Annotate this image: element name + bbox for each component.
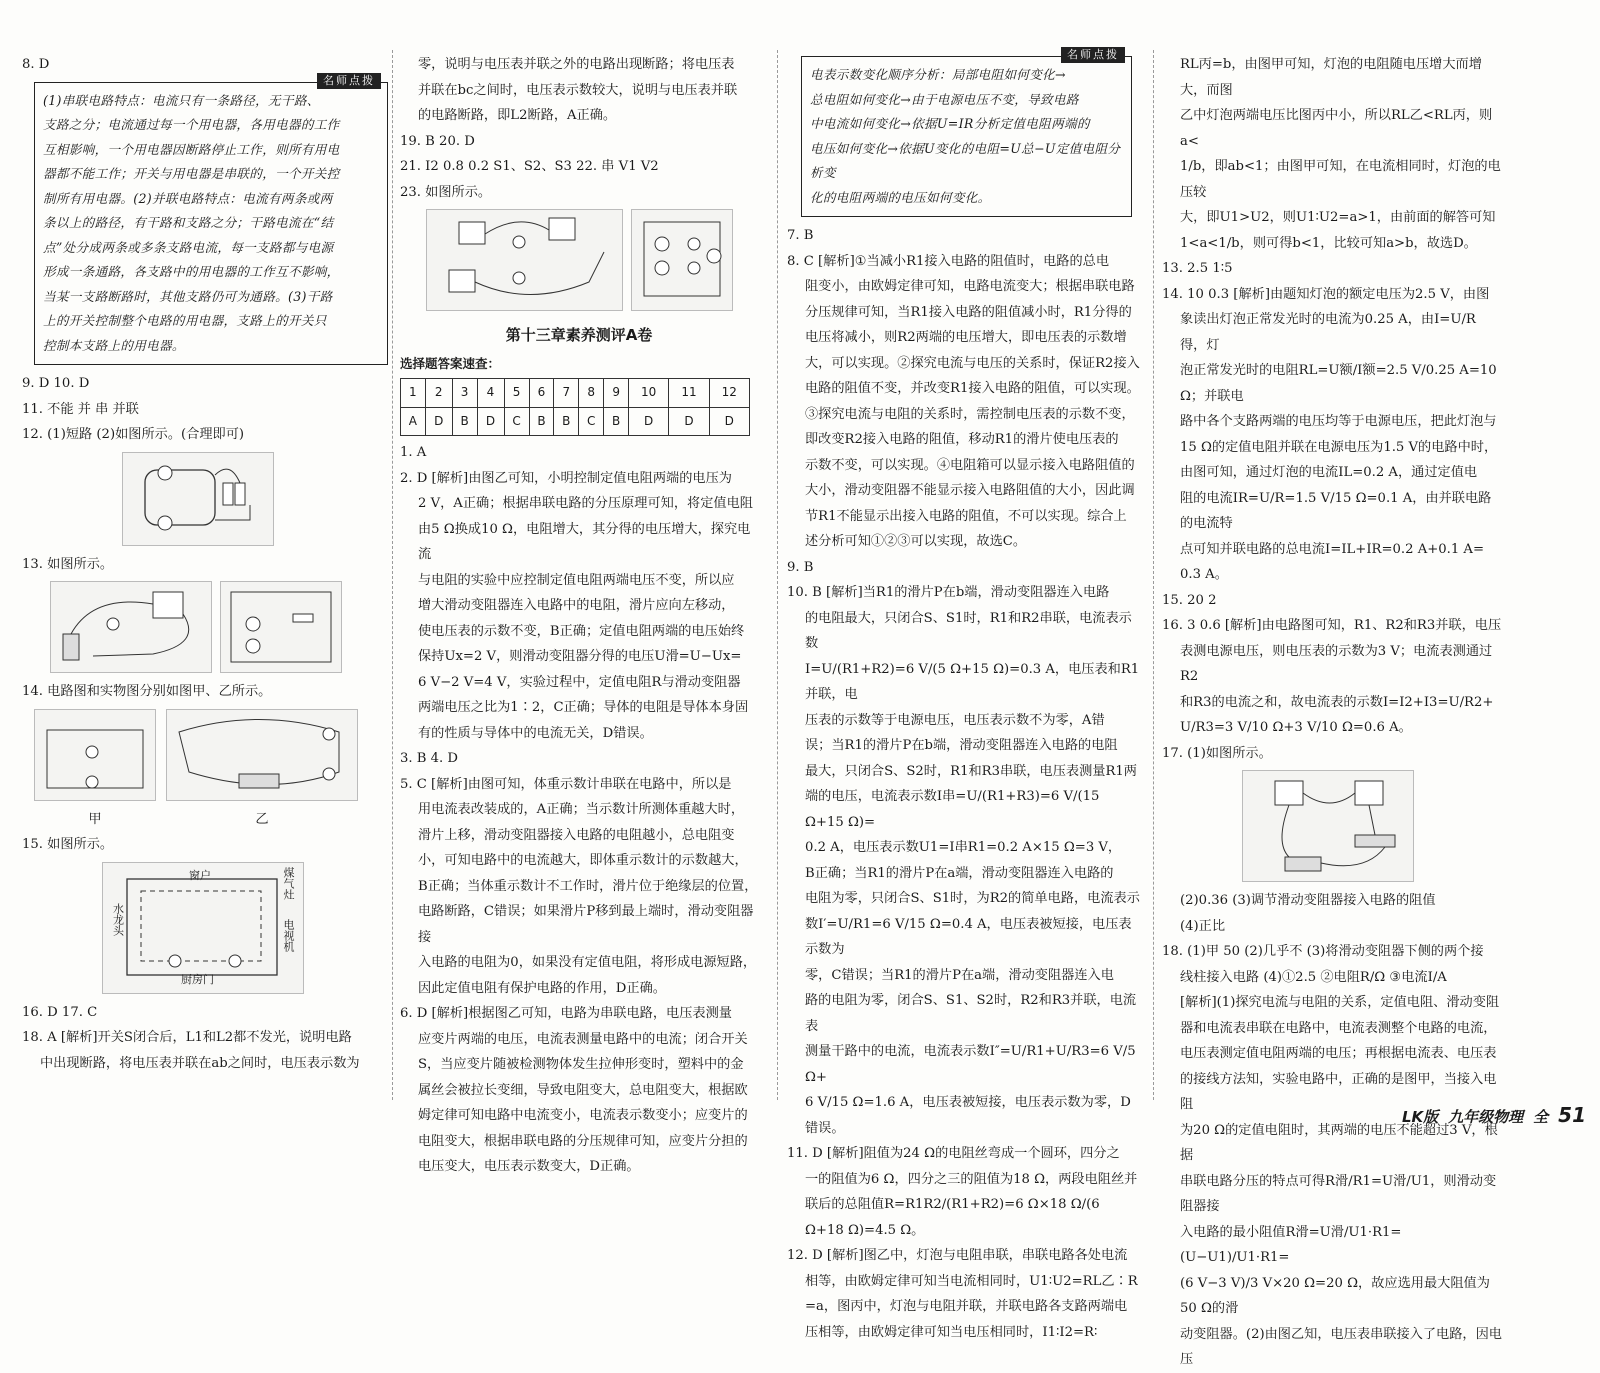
text-line: 条以上的路径，有干路和支路之分；干路电流在“结 (43, 215, 334, 230)
answer-7: 7. B (787, 228, 814, 243)
page-number: 51 (1558, 1103, 1586, 1127)
text-line: 互相影响，一个用电器因断路停止工作，则所有用电 (43, 141, 340, 157)
label-kitchen-door: 厨房门 (181, 973, 214, 986)
column-4 (1162, 52, 1502, 1373)
text-line: 器和电流表串联在电路中，电流表测整个电路的电流， (1180, 1020, 1497, 1036)
text-line: 入电路的电阻为0，如果没有定值电阻，将形成电源短路， (418, 955, 757, 970)
text-line: ③探究电流与电阻的关系时，需控制电压表的示数不变， (805, 406, 1135, 422)
text-line: 电阻为零，只闭合S、S1时，为R2的简单电路，电流表示 (805, 891, 1140, 906)
text-line: 动变阻器。(2)由图乙知，电压表串联接入了电路，因电压 (1180, 1326, 1502, 1367)
answer-key-value: D (669, 407, 709, 436)
text-line: 1/b，即ab<1；由图甲可知，在电流相同时，灯泡的电压较 (1180, 159, 1501, 200)
text-line: 6 V/15 Ω=1.6 A，电压表被短接，电压表示数为零，D错误。 (805, 1095, 1131, 1136)
text-line: 1<a<1/b，则可得b<1，比较可知a>b，故选D。 (1180, 235, 1477, 251)
page-footer (1402, 1103, 1586, 1127)
answer-key-value: B (529, 407, 554, 436)
answer-9-10: 9. D 10. D (22, 376, 90, 391)
answer-12: 12. (1)短路 (2)如图所示。(合理即可) (22, 427, 245, 442)
text-line: 为20 Ω的定值电阻时，其两端的电压不能超过3 V，根据 (1180, 1122, 1498, 1163)
text-line: 的电路断路，即L2断路，A正确。 (418, 108, 617, 123)
answer-12-ch13 (787, 1243, 1142, 1345)
answer-18-cont (400, 52, 758, 129)
answer-key-number: 9 (604, 379, 629, 408)
text-line: 电压表测定值电阻两端的电压；再根据电流表、电压表 (1180, 1046, 1497, 1061)
answer-key-numbers (401, 379, 750, 408)
text-line: 压表的示数等于电源电压，电压表示数不为零，A错 (805, 712, 1105, 728)
text-line: 14. 10 0.3 [解析]由题知灯泡的额定电压为2.5 V，由图 (1162, 286, 1490, 302)
text-line: 入电路的最小阻值R滑=U滑/U1·R1=(U−U1)/U1·R1= (1180, 1224, 1402, 1265)
tip-box-text (43, 89, 379, 359)
tip-box-head: 名师点拨 (317, 73, 381, 89)
answer-key-number: 8 (579, 379, 604, 408)
text-line: 一的阻值为6 Ω，四分之三的阻值为18 Ω，两段电阻丝并 (805, 1171, 1138, 1187)
figure-14-yi (166, 705, 358, 833)
text-line: 16. 3 0.6 [解析]由电路图可知，R1、R2和R3并联，电压 (1162, 618, 1502, 633)
answer-17-part2: (2)0.36 (3)调节滑动变阻器接入电路的阻值 (1180, 893, 1436, 908)
text-line: 零，说明与电压表并联之外的电路出现断路；将电压表 (418, 57, 735, 72)
text-line: S，当应变片随被检测物体发生拉伸形变时，塑料中的金 (418, 1057, 744, 1072)
text-line: 两端电压之比为1∶2，C正确；导体的电阻是导体本身固 (418, 700, 749, 715)
figure-23-physical (426, 209, 623, 311)
text-line: 中电流如何变化→依据U=IR分析定值电阻两端的 (810, 116, 1090, 131)
text-line: 器都不能工作；开关与用电器是串联的，一个开关控 (43, 166, 340, 181)
text-line: [解析](1)探究电流与电阻的关系，定值电阻、滑动变阻 (1180, 995, 1500, 1010)
answer-6 (400, 1001, 758, 1180)
text-line: I=U/(R1+R2)=6 V/(5 Ω+15 Ω)=0.3 A，电压表和R1并联，电 (805, 661, 1140, 702)
answer-key-value: B (554, 407, 579, 436)
answer-14: 14. 电路图和实物图分别如图甲、乙所示。 (22, 684, 272, 699)
answer-15: 15. 如图所示。 (22, 837, 114, 852)
answer-16-17: 16. D 17. C (22, 1004, 98, 1020)
text-line: 点”处分成两条或多条支路电流，每一支路都与电源 (43, 239, 334, 255)
text-line: 中出现断路，将电压表并联在ab之间时，电压表示数为 (40, 1055, 360, 1071)
answer-23: 23. 如图所示。 (400, 184, 492, 200)
answer-21-22: 21. I2 0.8 0.2 S1、S2、S3 22. 串 V1 V2 (400, 159, 659, 174)
text-line: 2 V，A正确；根据串联电路的分压原理可知，将定值电阻 (418, 496, 753, 511)
answer-14-ch13 (1162, 282, 1502, 588)
footer-grade: 九年级物理 (1448, 1108, 1524, 1126)
answer-17-ch13: 17. (1)如图所示。 (1162, 745, 1272, 761)
text-line: 端的电压，电流表示数I串=U/(R1+R3)=6 V/(15 Ω+15 Ω)= (805, 789, 1100, 830)
text-line: 姆定律可知电路中电流变小，电流表示数变小；应变片的 (418, 1108, 748, 1123)
text-line: 表测电源电压，则电压表的示数为3 V；电流表测通过R2 (1180, 643, 1493, 684)
figure-14-row (34, 705, 388, 833)
text-line: 6 V−2 V=4 V，实验过程中，定值电阻R与滑动变阻器 (418, 674, 741, 690)
column-3 (787, 48, 1142, 1345)
text-line: 11. D [解析]阻值为24 Ω的电阻丝弯成一个圆环，四分之 (787, 1146, 1120, 1161)
tip-box-circuits (34, 73, 388, 366)
answer-12-cont (1162, 52, 1502, 256)
text-line: 5. C [解析]由图可知，体重示数计串联在电路中，所以是 (400, 776, 732, 792)
answer-13-ch13: 13. 2.5 1∶5 (1162, 261, 1233, 276)
text-line: 6. D [解析]根据图乙可知，电路为串联电路，电压表测量 (400, 1006, 732, 1021)
text-line: 有的性质与导体中的电流无关，D错误。 (418, 725, 653, 741)
section-title: 第十三章素养测评A卷 (505, 326, 653, 344)
text-line: 18. A [解析]开关S闭合后，L1和L2都不发光，说明电路 (22, 1030, 352, 1045)
text-line: 2. D [解析]由图乙可知，小明控制定值电阻两端的电压为 (400, 470, 732, 486)
tip-box-meters (801, 48, 1132, 217)
text-line: 应变片两端的电压，电流表测量电路中的电流；闭合开关 (418, 1031, 748, 1047)
text-line: 路的电阻为零，闭合S、S1、S2时，R2和R3并联，电流表 (805, 993, 1137, 1034)
text-line: 15 Ω的定值电阻并联在电源电压为1.5 V的电路中时， (1180, 439, 1498, 455)
text-line: 用电流表改装成的，A正确；当示数计所测体重越大时， (418, 802, 745, 817)
text-line: 联后的总阻值R=R1R2/(R1+R2)=6 Ω×18 Ω/(6 Ω+18 Ω)=4.5 Ω。 (805, 1197, 1100, 1238)
figure-14-label-jia: 甲 (88, 811, 102, 827)
text-line: 电压将减小，则R2两端的电压增大，即电压表的示数增 (805, 330, 1127, 345)
figure-13-row (50, 577, 388, 679)
answer-key-number: 11 (669, 379, 709, 408)
text-line: 电阻变大，根据串联电路的分压规律可知，应变片分担的 (418, 1133, 748, 1149)
text-line: 数I′=U/R1=6 V/15 Ω=0.4 A，电压表被短接，电压表示数为 (805, 916, 1132, 957)
text-line: 18. (1)甲 50 (2)几乎不 (3)将滑动变阻器下侧的两个接 (1162, 944, 1484, 959)
answer-key-number: 10 (629, 379, 669, 408)
figure-15-kitchen (102, 862, 304, 994)
label-faucet: 水龙头 (111, 902, 125, 936)
answer-17-part3: (4)正比 (1180, 918, 1226, 934)
label-gas-stove: 煤气灶 (282, 866, 295, 900)
answer-19-20: 19. B 20. D (400, 133, 475, 149)
column-divider-2 (777, 50, 778, 1100)
text-line: 的接线方法知，实验电路中，正确的是图甲，当接入电阻 (1180, 1071, 1497, 1112)
text-line: 和R3的电流之和，故电流表的示数I=I2+I3=U/R2+ (1180, 694, 1494, 710)
text-line: 总电阻如何变化→由于电源电压不变，导致电路 (810, 91, 1079, 107)
text-line: (6 V−3 V)/3 V×20 Ω=20 Ω，故应选用最大阻值为50 Ω的滑 (1180, 1275, 1490, 1316)
answer-key-number: 3 (452, 379, 477, 408)
text-line: 8. C [解析]①当减小R1接入电路的阻值时，电路的总电 (787, 253, 1110, 269)
answer-key-label: 选择题答案速查： (400, 355, 501, 371)
answer-9-ch13: 9. B (787, 559, 814, 575)
answer-16-ch13 (1162, 613, 1502, 741)
text-line: 象读出灯泡正常发光时的电流为0.25 A，由I=U/R得，灯 (1180, 312, 1476, 353)
text-line: 电路的阻值不变，并改变R1接入电路的阻值，可以实现。 (805, 381, 1140, 396)
text-line: 乙中灯泡两端电压比图丙中小，所以RL乙<RL丙，则a< (1180, 108, 1493, 149)
text-line: 节R1不能显示出接入电路的阻值，不可以实现。综合上 (805, 508, 1127, 524)
text-line: 由5 Ω换成10 Ω，电阻增大，其分得的电压增大，探究电流 (418, 521, 751, 562)
figure-12-circuit (122, 452, 274, 546)
footer-edition: LK版 (1401, 1108, 1439, 1126)
answer-key-value: D (425, 407, 452, 436)
text-line: 电压如何变化→依据U变化的电阻=U总−U定值电阻分析变 (810, 140, 1121, 180)
answer-18-ch13 (1162, 939, 1502, 1373)
text-line: 分压规律可知，当R1接入电路的阻值减小时，R1分得的 (805, 304, 1132, 320)
column-divider-3 (1153, 50, 1154, 1100)
text-line: (1)串联电路特点：电流只有一条路径，无干路、 (43, 92, 320, 108)
answer-key-number: 12 (709, 379, 749, 408)
text-line: 误；当R1的滑片P在b端，滑动变阻器连入电路的电阻 (805, 738, 1118, 753)
label-tv: 电视机 (282, 918, 295, 952)
figure-23-schematic (631, 209, 733, 311)
text-line: 大，可以实现。②探究电流与电压的关系时，保证R2接入 (805, 355, 1140, 371)
answer-key-value: D (709, 407, 749, 436)
text-line: 属丝会被拉长变细，导致电阻变大，总电阻变大，根据欧 (418, 1082, 748, 1098)
answer-1: 1. A (400, 445, 427, 460)
answer-key-value: C (504, 407, 529, 436)
text-line: U/R3=3 V/10 Ω+3 V/10 Ω=0.6 A。 (1180, 720, 1412, 735)
figure-13-physical (50, 581, 212, 673)
text-line: 与电阻的实验中应控制定值电阻两端电压不变，所以应 (418, 572, 735, 588)
answer-key-number: 5 (504, 379, 529, 408)
text-line: 0.3 A。 (1180, 567, 1228, 582)
text-line: 电表示数变化顺序分析：局部电阻如何变化→ (810, 67, 1066, 82)
answer-11: 11. 不能 并 串 并联 (22, 401, 139, 417)
text-line: B正确；当R1的滑片P在a端，滑动变阻器连入电路的 (805, 865, 1114, 881)
answer-11-ch13 (787, 1141, 1142, 1243)
text-line: 零，C错误；当R1的滑片P在a端，滑动变阻器连入电 (805, 967, 1114, 983)
tip-box-head-2: 名师点拨 (1061, 47, 1125, 63)
answer-18-part (22, 1025, 388, 1076)
text-line: 使电压表的示数不变，B正确；定值电阻两端的电压始终 (418, 623, 745, 639)
text-line: 点可知并联电路的总电流I=IL+IR=0.2 A+0.1 A= (1180, 541, 1485, 557)
text-line: 大小，滑动变阻器不能显示接入电路阻值的大小，因此调 (805, 483, 1135, 498)
answer-key-value: B (604, 407, 629, 436)
text-line: 当某一支路断路时，其他支路仍可为通路。(3)干路 (43, 288, 333, 304)
text-line: 测量干路中的电流，电流表示数I″=U/R1+U/R3=6 V/5 Ω+ (805, 1044, 1136, 1085)
answer-8-ch13 (787, 249, 1142, 555)
text-line: 路中各个支路两端的电压均等于电源电压，把此灯泡与 (1180, 414, 1497, 429)
answer-10 (787, 580, 1142, 1141)
answer-13: 13. 如图所示。 (22, 556, 114, 572)
label-window: 窗户 (189, 868, 211, 882)
answer-key-value: A (401, 407, 426, 436)
text-line: 泡正常发光时的电阻RL=U额/I额=2.5 V/0.25 A=10 Ω；并联电 (1180, 363, 1497, 404)
figure-14-jia (34, 705, 156, 833)
tip-box-text-2 (810, 63, 1123, 210)
answer-key-table (400, 378, 750, 436)
column-divider-1 (392, 50, 393, 1100)
text-line: 小，可知电路中的电流越大，即体重示数计的示数越大， (418, 853, 748, 868)
text-line: 12. D [解析]图乙中，灯泡与电阻串联，串联电路各处电流 (787, 1248, 1128, 1263)
answer-key-number: 4 (477, 379, 504, 408)
answer-key-number: 7 (554, 379, 579, 408)
answer-key-number: 1 (401, 379, 426, 408)
column-1 (22, 52, 388, 1076)
text-line: 相等，由欧姆定律可知当电流相同时，U1∶U2=RL乙∶R (805, 1273, 1138, 1289)
text-line: 制所有用电器。(2)并联电路特点：电流有两条或两 (43, 190, 333, 206)
text-line: 由图可知，通过灯泡的电流IL=0.2 A，通过定值电 (1180, 465, 1478, 480)
answer-3-4: 3. B 4. D (400, 751, 459, 766)
figure-23-row (426, 205, 758, 317)
text-line: RL丙=b，由图甲可知，灯泡的电阻随电压增大而增大，而图 (1180, 57, 1482, 98)
text-line: 线柱接入电路 (4)①2.5 ②电阻R/Ω ③电流I/A (1180, 969, 1447, 985)
text-line: 压相等，由欧姆定律可知当电压相同时，I1∶I2=R∶ (805, 1324, 1098, 1340)
text-line: 电路断路，C错误；如果滑片P移到最上端时，滑动变阻器接 (418, 904, 754, 945)
text-line: B正确；当体重示数计不工作时，滑片位于绝缘层的位置， (418, 878, 758, 894)
answer-key-value: B (452, 407, 477, 436)
text-line: 大，即U1>U2，则U1∶U2=a>1，由前面的解答可知 (1180, 210, 1496, 225)
text-line: 述分析可知①②③可以实现，故选C。 (805, 534, 1027, 549)
answer-key-number: 2 (425, 379, 452, 408)
text-line: 示数不变，可以实现。④电阻箱可以显示接入电路阻值的 (805, 457, 1135, 473)
text-line: 电压变大，电压表示数变大，D正确。 (418, 1159, 640, 1174)
text-line: 串联电路分压的特点可得R滑/R1=U滑/U1，则滑动变阻器接 (1180, 1173, 1497, 1214)
answer-2 (400, 466, 758, 747)
text-line: 保持Ux=2 V，则滑动变阻器分得的电压U滑=U−Ux= (418, 649, 742, 664)
text-line: 最大，只闭合S、S2时，R1和R3串联，电压表测量R1两 (805, 763, 1137, 779)
text-line: 化的电阻两端的电压如何变化。 (810, 189, 991, 205)
text-line: 即改变R2接入电路的阻值，移动R1的滑片使电压表的 (805, 432, 1119, 447)
answer-key-value: D (629, 407, 669, 436)
figure-14-label-yi: 乙 (255, 811, 269, 827)
footer-volume: 全 (1533, 1108, 1549, 1126)
figure-17-physical (1242, 770, 1414, 882)
text-line: 0.2 A，电压表示数U1=I串R1=0.2 A×15 Ω=3 V， (805, 840, 1122, 855)
answer-15-ch13: 15. 20 2 (1162, 592, 1217, 608)
text-line: 支路之分；电流通过每一个用电器，各用电器的工作 (43, 117, 340, 132)
figure-13-schematic (220, 581, 342, 673)
text-line: =a，图丙中，灯泡与电阻并联，并联电路各支路两端电 (805, 1299, 1128, 1314)
text-line: 的电阻最大，只闭合S、S1时，R1和R2串联，电流表示数 (805, 610, 1132, 651)
text-line: 10. B [解析]当R1的滑片P在b端，滑动变阻器连入电路 (787, 585, 1110, 600)
text-line: 增大滑动变阻器连入电路中的电阻，滑片应向左移动， (418, 598, 735, 613)
text-line: 滑片上移，滑动变阻器接入电路的电阻越小，总电阻变 (418, 827, 735, 843)
text-line: 形成一条通路，各支路中的用电器的工作互不影响， (43, 264, 340, 279)
text-line: 因此定值电阻有保护电路的作用，D正确。 (418, 980, 666, 996)
text-line: 并联在bc之间时，电压表示数较大，说明与电压表并联 (418, 82, 738, 98)
text-line: 控制本支路上的用电器。 (43, 337, 185, 353)
answer-8: 8. D (22, 57, 50, 72)
answer-5 (400, 772, 758, 1002)
text-line: 上的开关控制整个电路的用电器，支路上的开关只 (43, 313, 327, 328)
answer-key-number: 6 (529, 379, 554, 408)
answer-key-values (401, 407, 750, 436)
answer-key-value: D (477, 407, 504, 436)
text-line: 阻的电流IR=U/R=1.5 V/15 Ω=0.1 A，由并联电路的电流特 (1180, 490, 1492, 531)
text-line: 阻变小，由欧姆定律可知，电路电流变大；根据串联电路 (805, 279, 1135, 294)
column-2 (400, 52, 758, 1180)
answer-key-value: C (579, 407, 604, 436)
